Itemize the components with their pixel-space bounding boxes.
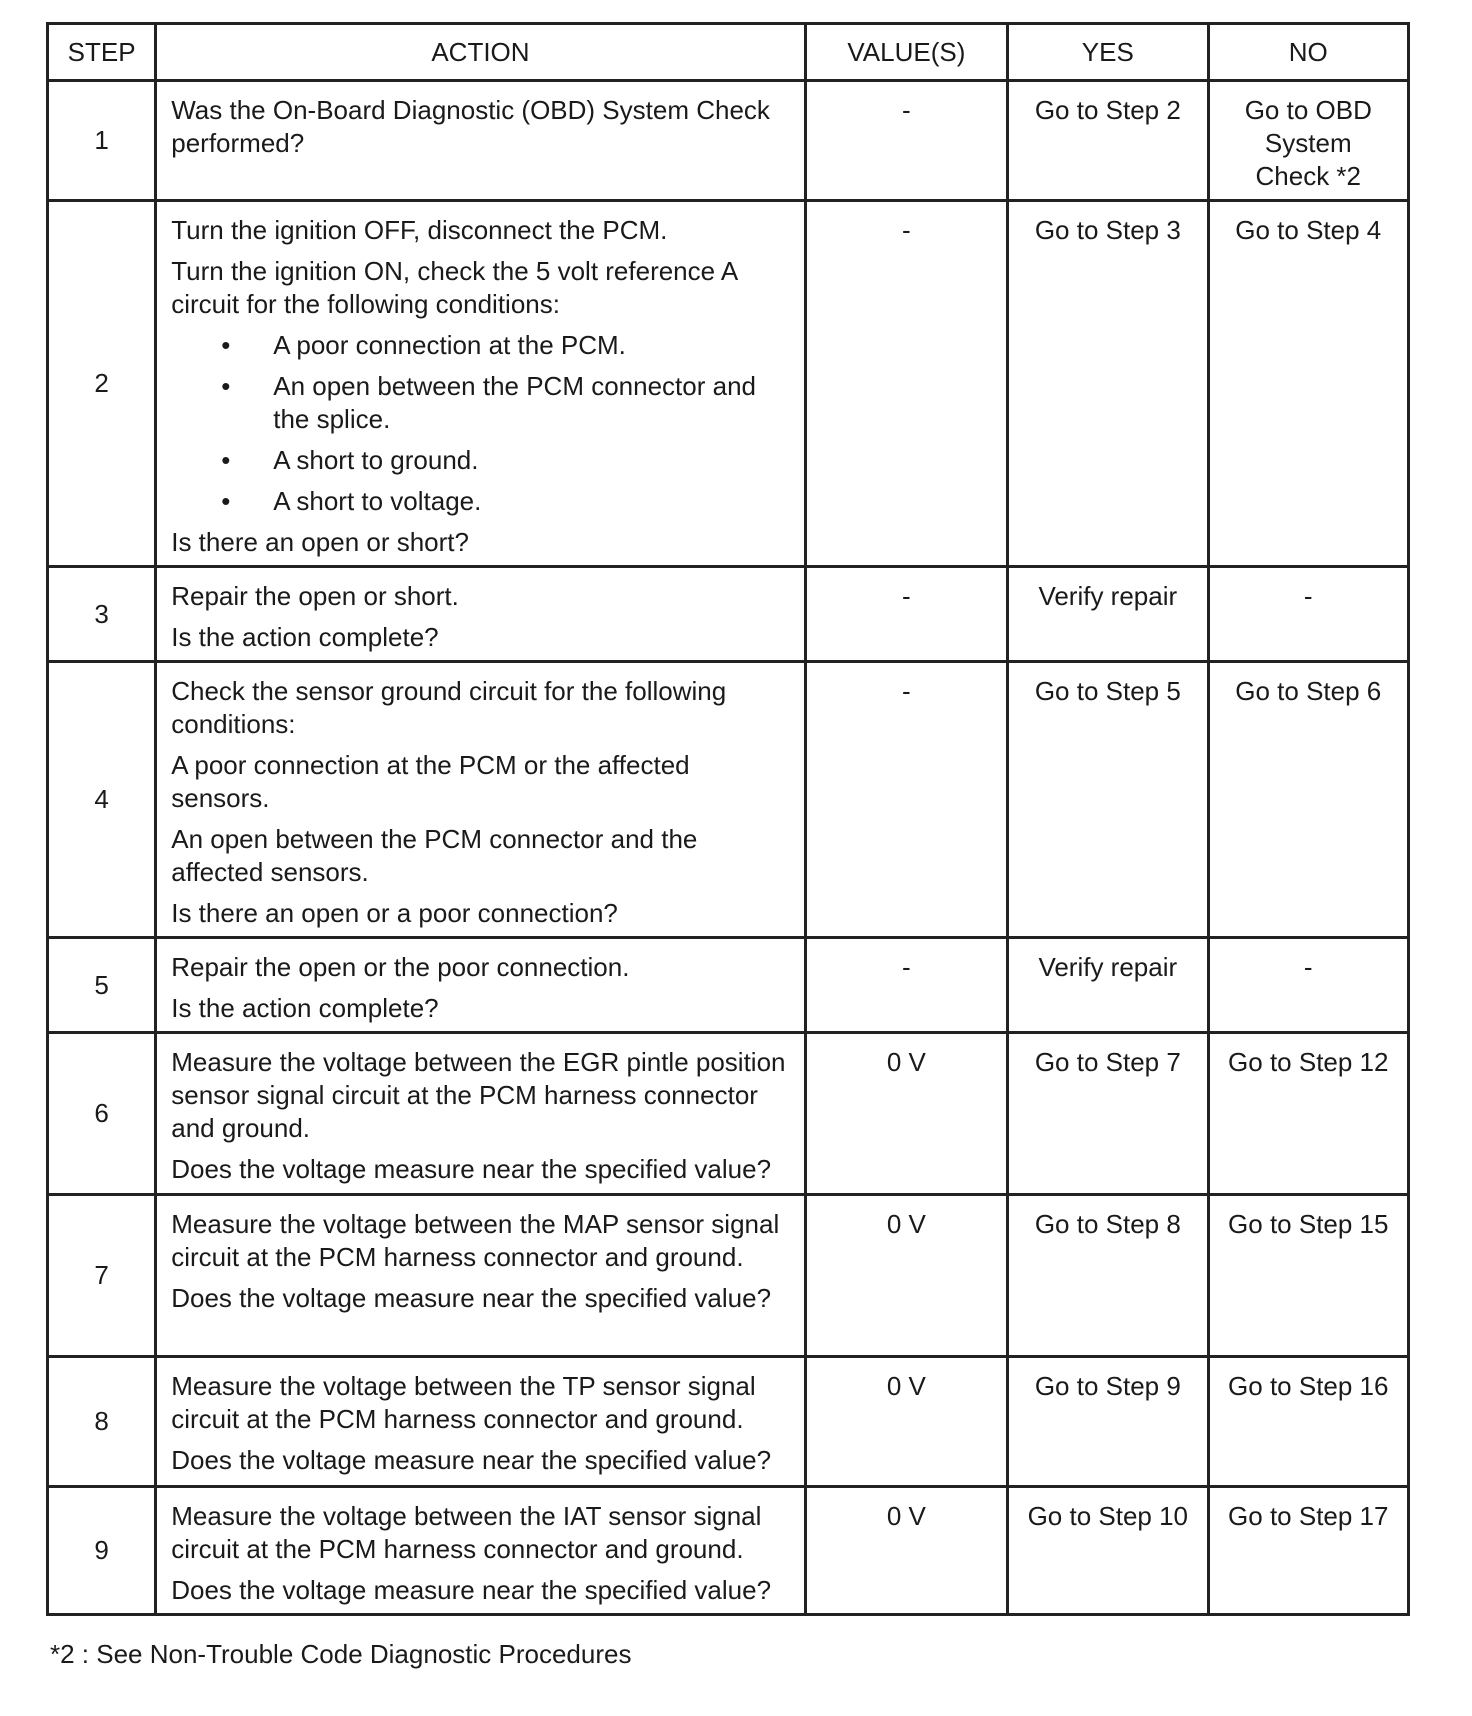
action-cell xyxy=(156,201,805,567)
yes-cell: Go to Step 2 xyxy=(1008,81,1208,201)
header-row xyxy=(48,24,1409,81)
step-number: 4 xyxy=(48,662,156,938)
list-item-text: A short to ground. xyxy=(273,445,479,475)
table-row xyxy=(48,1357,1409,1487)
yes-cell: Go to Step 7 xyxy=(1008,1033,1208,1195)
no-cell-text: Go to OBD System Check *2 xyxy=(1244,95,1372,191)
step-number: 6 xyxy=(48,1033,156,1195)
value-cell: - xyxy=(805,567,1007,662)
action-text: A poor connection at the PCM or the affected sensors. xyxy=(171,750,690,813)
table-row xyxy=(48,662,1409,938)
table-row xyxy=(48,938,1409,1033)
no-cell: Go to Step 16 xyxy=(1208,1357,1408,1487)
value-cell: 0 V xyxy=(805,1195,1007,1357)
no-cell: Go to Step 6 xyxy=(1208,662,1408,938)
action-question: Is there an open or a poor connection? xyxy=(171,898,618,928)
table-row xyxy=(48,1487,1409,1615)
table-row xyxy=(48,1195,1409,1357)
header-action: ACTION xyxy=(156,24,805,81)
table-row xyxy=(48,567,1409,662)
step-number: 2 xyxy=(48,201,156,567)
yes-cell: Go to Step 8 xyxy=(1008,1195,1208,1357)
action-text: An open between the PCM connector and the affected sensors. xyxy=(171,824,698,887)
action-text: Measure the voltage between the IAT sensor signal circuit at the PCM harness connector and ground. xyxy=(171,1501,762,1564)
value-cell: - xyxy=(805,938,1007,1033)
header-no: NO xyxy=(1208,24,1408,81)
list-item-text: A poor connection at the PCM. xyxy=(273,330,626,360)
yes-cell: Go to Step 5 xyxy=(1008,662,1208,938)
bullet-icon: • xyxy=(221,486,231,516)
list-item-text: An open between the PCM connector and the splice. xyxy=(273,371,756,434)
action-text: Repair the open or the poor connection. xyxy=(171,952,630,982)
value-cell: 0 V xyxy=(805,1033,1007,1195)
header-step: STEP xyxy=(48,24,156,81)
action-cell xyxy=(156,567,805,662)
no-cell xyxy=(1208,81,1408,201)
yes-cell: Verify repair xyxy=(1008,938,1208,1033)
action-question: Does the voltage measure near the specified value? xyxy=(171,1283,772,1313)
step-number: 9 xyxy=(48,1487,156,1615)
header-values: VALUE(S) xyxy=(805,24,1007,81)
action-question: Is the action complete? xyxy=(171,622,439,652)
action-question: Does the voltage measure near the specified value? xyxy=(171,1445,772,1475)
step-number: 5 xyxy=(48,938,156,1033)
action-cell xyxy=(156,1195,805,1357)
action-question: Is there an open or short? xyxy=(171,527,469,557)
list-item xyxy=(171,329,789,362)
condition-list xyxy=(171,329,789,518)
action-cell xyxy=(156,81,805,201)
action-text: Turn the ignition ON, check the 5 volt reference A circuit for the following conditions: xyxy=(171,256,737,319)
action-text: Turn the ignition OFF, disconnect the PCM. xyxy=(171,215,668,245)
value-cell: 0 V xyxy=(805,1487,1007,1615)
no-cell: Go to Step 4 xyxy=(1208,201,1408,567)
yes-cell: Verify repair xyxy=(1008,567,1208,662)
table-row xyxy=(48,201,1409,567)
step-number: 8 xyxy=(48,1357,156,1487)
action-cell xyxy=(156,1033,805,1195)
no-cell: - xyxy=(1208,567,1408,662)
action-question: Is the action complete? xyxy=(171,993,439,1023)
bullet-icon: • xyxy=(221,330,231,360)
footnote: *2 : See Non-Trouble Code Diagnostic Procedures xyxy=(50,1639,632,1669)
action-text: Measure the voltage between the MAP sensor signal circuit at the PCM harness connector and ground. xyxy=(171,1209,780,1272)
action-cell xyxy=(156,938,805,1033)
action-text: Repair the open or short. xyxy=(171,581,459,611)
table-row xyxy=(48,1033,1409,1195)
value-cell: - xyxy=(805,662,1007,938)
action-text: Was the On-Board Diagnostic (OBD) System Check performed? xyxy=(171,95,770,158)
yes-cell: Go to Step 10 xyxy=(1008,1487,1208,1615)
action-cell xyxy=(156,1357,805,1487)
value-cell: - xyxy=(805,201,1007,567)
no-cell: - xyxy=(1208,938,1408,1033)
step-number: 1 xyxy=(48,81,156,201)
diagnostic-table xyxy=(46,22,1410,1616)
action-question: Does the voltage measure near the specified value? xyxy=(171,1154,772,1184)
bullet-icon: • xyxy=(221,371,231,401)
yes-cell: Go to Step 9 xyxy=(1008,1357,1208,1487)
list-item xyxy=(171,370,789,436)
step-number: 3 xyxy=(48,567,156,662)
no-cell: Go to Step 15 xyxy=(1208,1195,1408,1357)
list-item xyxy=(171,444,789,477)
list-item xyxy=(171,485,789,518)
value-cell: 0 V xyxy=(805,1357,1007,1487)
action-cell xyxy=(156,662,805,938)
action-text: Measure the voltage between the EGR pintle position sensor signal circuit at the PCM harness connector and ground. xyxy=(171,1047,786,1143)
table-row xyxy=(48,81,1409,201)
yes-cell: Go to Step 3 xyxy=(1008,201,1208,567)
action-text: Measure the voltage between the TP sensor signal circuit at the PCM harness connector and ground. xyxy=(171,1371,756,1434)
header-yes: YES xyxy=(1008,24,1208,81)
no-cell: Go to Step 12 xyxy=(1208,1033,1408,1195)
action-cell xyxy=(156,1487,805,1615)
action-text: Check the sensor ground circuit for the following conditions: xyxy=(171,676,727,739)
list-item-text: A short to voltage. xyxy=(273,486,482,516)
no-cell: Go to Step 17 xyxy=(1208,1487,1408,1615)
action-question: Does the voltage measure near the specified value? xyxy=(171,1575,772,1605)
bullet-icon: • xyxy=(221,445,231,475)
step-number: 7 xyxy=(48,1195,156,1357)
value-cell: - xyxy=(805,81,1007,201)
